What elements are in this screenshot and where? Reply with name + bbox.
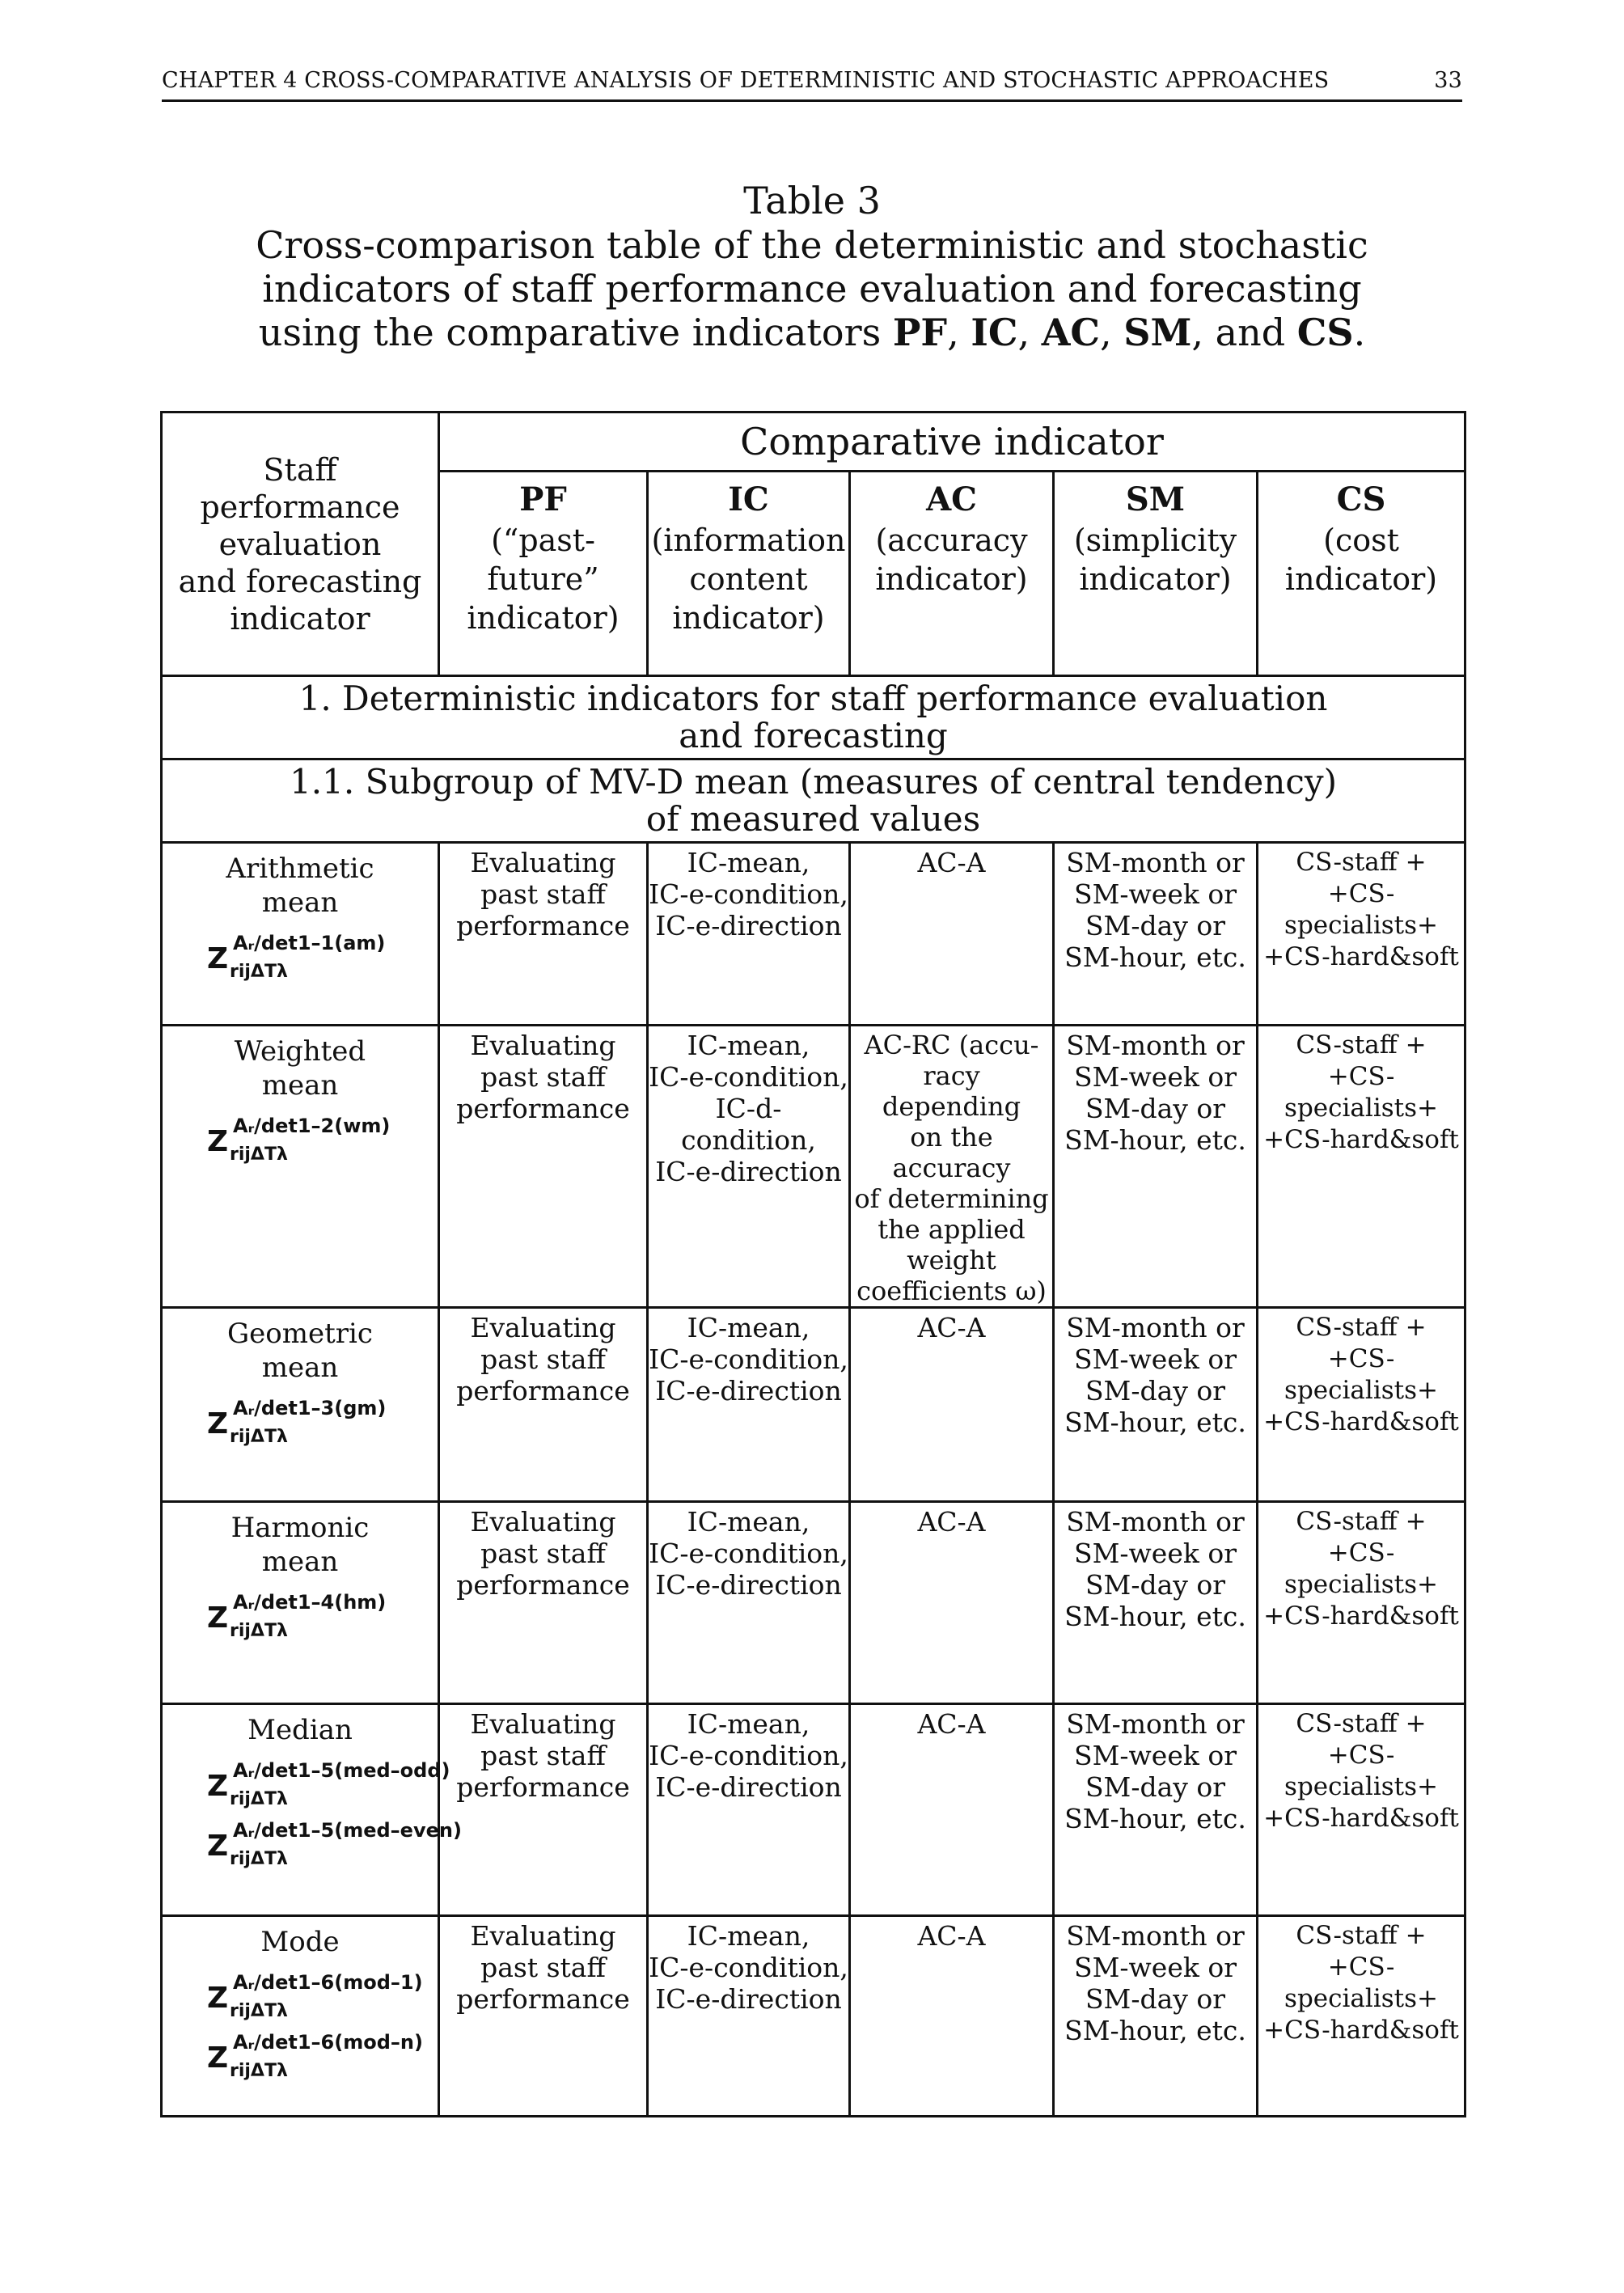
formula-sup: Aᵣ/det1–2(wm): [233, 1115, 391, 1137]
cs-cell: [1258, 1916, 1465, 2117]
text-line: performance: [456, 910, 630, 941]
text-line: SM-month or: [1066, 1030, 1245, 1061]
text-line: IC-e-direction: [655, 1156, 842, 1187]
text-line: performance: [456, 1983, 630, 2015]
text-line: past staff: [480, 1538, 606, 1569]
caption-pf: PF: [892, 311, 948, 354]
text-line: IC-e-condition,: [649, 1343, 848, 1375]
text-line: IC-e-direction: [655, 1771, 842, 1803]
text-line: Evaluating: [470, 1920, 616, 1952]
text-line: and forecasting: [178, 563, 422, 599]
text-line: AC-A: [917, 1312, 986, 1343]
text-line: Evaluating: [470, 1312, 616, 1343]
text-line: SM-week or: [1074, 1061, 1237, 1093]
text-line: Mode: [260, 1926, 340, 1958]
indicator-formula: [207, 1385, 438, 1445]
text-line: on the accuracy: [892, 1122, 1011, 1183]
text-line: SM-week or: [1074, 1740, 1237, 1771]
formula-sup: Aᵣ/det1–4(hm): [233, 1591, 387, 1614]
column-header-sm: [1054, 472, 1258, 676]
indicator-name-cell: [162, 1704, 462, 1916]
column-abbr: AC: [926, 480, 977, 518]
text-line: SM-month or: [1066, 1506, 1245, 1538]
table-row: [162, 1502, 1465, 1704]
caption-sep: ,: [947, 311, 971, 354]
pf-cell: [439, 1916, 648, 2117]
text-line: performance: [456, 1569, 630, 1601]
formula-sub: rijΔTλ: [230, 1789, 288, 1809]
text-line: +CS-hard&soft: [1263, 2016, 1459, 2045]
formula-z: Z: [207, 1982, 229, 2015]
caption-line-1: Cross-comparison table of the deterministic and stochastic: [256, 223, 1368, 267]
text-line: +CS-hard&soft: [1263, 1601, 1459, 1631]
column-abbr: SM: [1125, 480, 1186, 518]
text-line: Harmonic: [230, 1512, 370, 1544]
sm-cell: [1054, 1308, 1258, 1502]
text-line: SM-day or: [1085, 1569, 1226, 1601]
text-line: AC-A: [917, 1920, 986, 1952]
text-line: IC-d-condition,: [681, 1093, 816, 1156]
indicator-formula: [207, 1807, 462, 1869]
text-line: SM-week or: [1074, 1538, 1237, 1569]
indicator-formula: [207, 1102, 438, 1165]
text-line: mean: [261, 886, 339, 919]
text-line: IC-e-direction: [655, 1983, 842, 2015]
formula-sup: Aᵣ/det1–5(med–even): [233, 1819, 462, 1842]
ic-cell: [648, 1704, 850, 1916]
sm-cell: [1054, 1916, 1258, 2117]
text-line: 1.1. Subgroup of MV-D mean (measures of central tendency): [290, 762, 1337, 802]
text-line: 1. Deterministic indicators for staff performance evaluation: [298, 679, 1328, 718]
text-line: SM-hour, etc.: [1064, 1407, 1246, 1438]
table-row: [162, 1026, 1465, 1308]
cs-cell: [1258, 843, 1465, 1026]
table-label: Table 3: [743, 179, 881, 222]
text-line: SM-hour, etc.: [1064, 1601, 1246, 1632]
text-line: IC-mean,: [687, 847, 810, 878]
formula-z: Z: [207, 1601, 229, 1635]
text-line: CS-staff +: [1296, 848, 1427, 877]
text-line: Evaluating: [470, 1506, 616, 1538]
text-line: CS-staff +: [1296, 1030, 1427, 1060]
ac-cell: [850, 1502, 1054, 1704]
caption-cs: CS: [1296, 311, 1354, 354]
sm-cell: [1054, 1502, 1258, 1704]
text-line: performance: [200, 489, 400, 525]
column-abbr: PF: [519, 480, 567, 518]
text-line: IC-e-condition,: [649, 1740, 848, 1771]
caption-ac: AC: [1041, 311, 1101, 354]
caption-sep: .: [1353, 311, 1366, 354]
text-line: IC-mean,: [687, 1506, 810, 1538]
text-line: SM-month or: [1066, 1920, 1245, 1952]
ic-cell: [648, 1502, 850, 1704]
ac-cell: [850, 1916, 1054, 2117]
caption-sm: SM: [1123, 311, 1192, 354]
text-line: mean: [261, 1546, 339, 1578]
caption-line-2: indicators of staff performance evaluation and forecasting: [262, 267, 1362, 311]
ic-cell: [648, 1916, 850, 2117]
text-line: Median: [247, 1714, 353, 1746]
text-line: evaluation: [218, 526, 382, 562]
ic-cell: [648, 1308, 850, 1502]
column-header-cs: [1258, 472, 1465, 676]
text-line: (“past-future”: [487, 522, 599, 597]
running-head: [162, 68, 1462, 102]
indicator-formula: [207, 2019, 438, 2079]
formula-z: Z: [207, 942, 229, 975]
indicator-formula: [207, 1747, 450, 1809]
text-line: the applied: [878, 1214, 1026, 1245]
cs-cell: [1258, 1704, 1465, 1916]
text-line: SM-month or: [1066, 1708, 1245, 1740]
text-line: indicator: [230, 600, 370, 637]
formula-sub: rijΔTλ: [230, 2001, 288, 2021]
text-line: CS-staff +: [1296, 1313, 1427, 1342]
text-line: past staff: [480, 1061, 606, 1093]
formula-sup: Aᵣ/det1–1(am): [233, 932, 386, 954]
formula-sub: rijΔTλ: [230, 1144, 288, 1165]
indicator-name-cell: [162, 1308, 439, 1502]
text-line: AC-A: [917, 847, 986, 878]
text-line: performance: [456, 1375, 630, 1407]
text-line: SM-month or: [1066, 847, 1245, 878]
text-line: SM-hour, etc.: [1064, 941, 1246, 973]
text-line: SM-hour, etc.: [1064, 1124, 1246, 1156]
pf-cell: [439, 843, 648, 1026]
text-line: content: [689, 561, 808, 597]
text-line: CS-staff +: [1296, 1507, 1427, 1536]
text-line: weight: [907, 1245, 996, 1276]
table-row: [162, 1704, 1465, 1916]
pf-cell: [439, 1704, 648, 1916]
text-line: SM-week or: [1074, 1343, 1237, 1375]
text-line: CS-staff +: [1296, 1921, 1427, 1950]
text-line: IC-e-direction: [655, 910, 842, 941]
cs-cell: [1258, 1026, 1465, 1308]
caption-line-3-prefix: using the comparative indicators: [258, 311, 893, 354]
text-line: +CS-specialists+: [1284, 1344, 1438, 1405]
column-abbr: CS: [1336, 480, 1386, 518]
text-line: Evaluating: [470, 847, 616, 878]
ac-cell: [850, 1308, 1054, 1502]
subgroup-mv-d-mean: [162, 759, 1465, 843]
ac-cell: [850, 843, 1054, 1026]
text-line: indicator): [1284, 561, 1438, 597]
caption-sep: ,: [1100, 311, 1124, 354]
text-line: IC-e-condition,: [649, 878, 848, 910]
text-line: Evaluating: [470, 1708, 616, 1740]
text-line: SM-month or: [1066, 1312, 1245, 1343]
text-line: IC-e-direction: [655, 1375, 842, 1407]
indicator-name-cell: [162, 1916, 439, 2117]
text-line: IC-e-condition,: [649, 1538, 848, 1569]
text-line: past staff: [480, 1740, 606, 1771]
column-header-pf: [439, 472, 648, 676]
text-line: +CS-specialists+: [1284, 1538, 1438, 1599]
text-line: IC-e-direction: [655, 1569, 842, 1601]
text-line: indicator): [1079, 561, 1232, 597]
formula-z: Z: [207, 1125, 229, 1158]
table-row: [162, 1916, 1465, 2117]
caption-sep: , and: [1191, 311, 1297, 354]
text-line: SM-week or: [1074, 878, 1237, 910]
column-header-ic: [648, 472, 850, 676]
text-line: IC-e-condition,: [649, 1952, 848, 1983]
text-line: (information: [651, 522, 846, 558]
text-line: SM-hour, etc.: [1064, 1803, 1246, 1834]
text-line: SM-day or: [1085, 1983, 1226, 2015]
text-line: Geometric: [227, 1318, 373, 1350]
running-head-chapter: CHAPTER 4 CROSS-COMPARATIVE ANALYSIS OF DETERMINISTIC AND STOCHASTIC APPROACHES: [162, 68, 1330, 93]
text-line: Weighted: [234, 1035, 366, 1068]
comparison-table: [160, 411, 1466, 2117]
page-number: 33: [1434, 68, 1462, 93]
text-line: performance: [456, 1771, 630, 1803]
indicator-formula: [207, 1959, 438, 2019]
column-abbr: IC: [728, 480, 769, 518]
text-line: past staff: [480, 1952, 606, 1983]
text-line: +CS-specialists+: [1284, 1062, 1438, 1123]
text-line: +CS-specialists+: [1284, 1952, 1438, 2013]
text-line: IC-mean,: [687, 1708, 810, 1740]
formula-sub: rijΔTλ: [230, 1621, 288, 1641]
text-line: (simplicity: [1073, 522, 1237, 558]
text-line: +CS-hard&soft: [1263, 1804, 1459, 1833]
formula-z: Z: [207, 1770, 229, 1803]
formula-sup: Aᵣ/det1–5(med–odd): [233, 1759, 450, 1782]
sm-cell: [1054, 1026, 1258, 1308]
text-line: (cost: [1323, 522, 1399, 558]
indicator-formula: [207, 1579, 438, 1639]
column-header-ac: [850, 472, 1054, 676]
formula-z: Z: [207, 2041, 229, 2075]
text-line: SM-day or: [1085, 910, 1226, 941]
text-line: +CS-hard&soft: [1263, 1125, 1459, 1154]
text-line: coefficients ω): [856, 1276, 1047, 1306]
indicator-name-cell: [162, 843, 439, 1026]
formula-sup: Aᵣ/det1–6(mod–1): [233, 1971, 423, 1994]
text-line: SM-day or: [1085, 1375, 1226, 1407]
sm-cell: [1054, 1704, 1258, 1916]
indicator-name-cell: [162, 1026, 439, 1308]
text-line: Staff: [263, 451, 337, 488]
text-line: SM-day or: [1085, 1093, 1226, 1124]
formula-sup: Aᵣ/det1–6(mod–n): [233, 2031, 423, 2054]
text-line: Arithmetic: [226, 852, 374, 885]
text-line: past staff: [480, 1343, 606, 1375]
text-line: mean: [261, 1352, 339, 1384]
text-line: IC-e-condition,: [649, 1061, 848, 1093]
text-line: +CS-specialists+: [1284, 1741, 1438, 1801]
indicator-name-cell: [162, 1502, 439, 1704]
formula-sub: rijΔTλ: [230, 1427, 288, 1447]
text-line: AC-RC (accu-: [864, 1030, 1039, 1060]
text-line: +CS-specialists+: [1284, 879, 1438, 940]
ic-cell: [648, 843, 850, 1026]
caption-line-3: [162, 311, 1462, 354]
text-line: of measured values: [645, 799, 981, 839]
text-line: +CS-hard&soft: [1263, 1407, 1459, 1436]
formula-sub: rijΔTλ: [230, 2061, 288, 2081]
text-line: SM-week or: [1074, 1952, 1237, 1983]
formula-sub: rijΔTλ: [230, 1849, 288, 1869]
caption-ic: IC: [971, 311, 1018, 354]
text-line: SM-hour, etc.: [1064, 2015, 1246, 2046]
ac-cell: [850, 1026, 1054, 1308]
ic-cell: [648, 1026, 850, 1308]
text-line: IC-mean,: [687, 1920, 810, 1952]
text-line: SM-day or: [1085, 1771, 1226, 1803]
text-line: mean: [261, 1069, 339, 1102]
text-line: performance: [456, 1093, 630, 1124]
table-row: [162, 1308, 1465, 1502]
indicator-formula: [207, 920, 438, 982]
pf-cell: [439, 1502, 648, 1704]
text-line: AC-A: [917, 1506, 986, 1538]
formula-sub: rijΔTλ: [230, 962, 288, 982]
formula-sup: Aᵣ/det1–3(gm): [233, 1397, 387, 1419]
text-line: AC-A: [917, 1708, 986, 1740]
text-line: racy depending: [882, 1060, 1021, 1122]
staff-indicator-header: [162, 412, 439, 676]
text-line: indicator): [467, 600, 620, 636]
comparative-indicator-header: Comparative indicator: [439, 412, 1465, 472]
pf-cell: [439, 1026, 648, 1308]
formula-z: Z: [207, 1830, 229, 1863]
table-row: [162, 843, 1465, 1026]
text-line: indicator): [875, 561, 1028, 597]
text-line: +CS-hard&soft: [1263, 942, 1459, 971]
text-line: indicator): [672, 600, 825, 636]
text-line: and forecasting: [679, 716, 948, 755]
pf-cell: [439, 1308, 648, 1502]
text-line: (accuracy: [875, 522, 1028, 558]
text-line: past staff: [480, 878, 606, 910]
text-line: IC-mean,: [687, 1030, 810, 1061]
formula-z: Z: [207, 1407, 229, 1441]
cs-cell: [1258, 1502, 1465, 1704]
sm-cell: [1054, 843, 1258, 1026]
ac-cell: [850, 1704, 1054, 1916]
text-line: CS-staff +: [1296, 1709, 1427, 1738]
table-caption: [162, 178, 1462, 354]
text-line: IC-mean,: [687, 1312, 810, 1343]
text-line: of determining: [854, 1183, 1049, 1214]
text-line: Evaluating: [470, 1030, 616, 1061]
cs-cell: [1258, 1308, 1465, 1502]
group-deterministic-indicators: [162, 676, 1465, 759]
caption-sep: ,: [1017, 311, 1042, 354]
